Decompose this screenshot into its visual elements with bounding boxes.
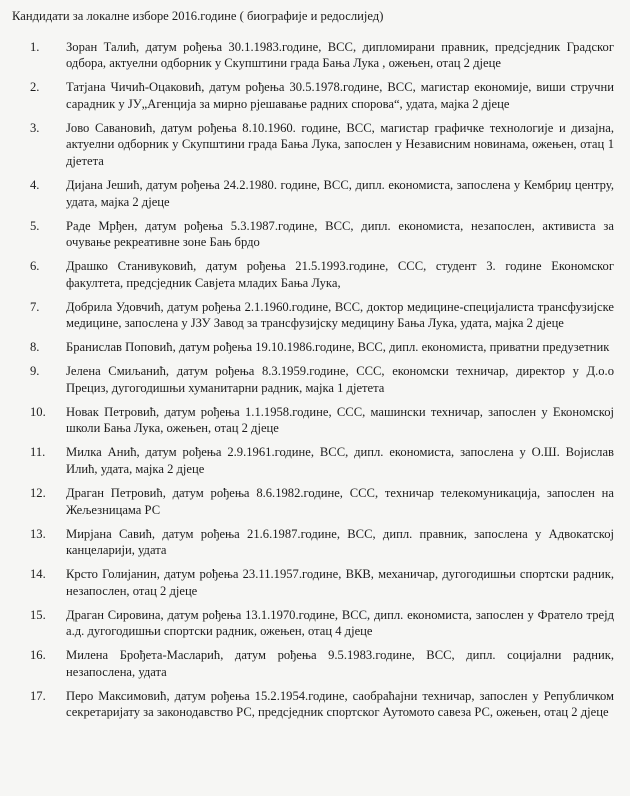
- candidate-number: 12.: [30, 485, 46, 500]
- candidate-bio: Драган Петровић, датум рођења 8.6.1982.године, ССС, техничар телекомуникација, запослен на Жељезницама РС: [66, 485, 614, 517]
- candidate-bio: Добрила Удовчић, датум рођења 2.1.1960.године, ВСС, доктор медицине-специјалиста трансфузијске медицине, запослена у ЈЗУ Завод за трансфузијску медицину Бања Лука, удата, мајка 2 дјеце: [66, 299, 614, 331]
- candidate-item: [12, 566, 614, 599]
- candidate-number: 7.: [30, 299, 40, 314]
- candidate-number: 15.: [30, 607, 46, 622]
- candidate-bio: Татјана Чичић-Оцаковић, датум рођења 30.5.1978.године, ВСС, магистар економије, виши стручни сарадник у ЈУ„Агенција за мирно рјешавање радних спорова“, удата, мајка 2 дјеце: [66, 80, 614, 111]
- candidate-item: [12, 120, 614, 170]
- candidate-number: 17.: [30, 688, 46, 703]
- candidate-bio: Дијана Јешић, датум рођења 24.2.1980. године, ВСС, дипл. економиста, запослена у Кембриџ центру, удата, мајка 2 дјеце: [66, 177, 614, 209]
- candidate-bio: Перо Максимовић, датум рођења 15.2.1954.године, саобраћајни техничар, запослен у Републичком секретаријату за законодавство РС, предсједник спортског Аутомото савеза РС, ожењен, отац 2 дјеце: [66, 688, 614, 720]
- candidate-bio: Милка Анић, датум рођења 2.9.1961.године, ВСС, дипл. економиста, запослена у О.Ш. Војислав Илић, удата, мајка 2 дјеце: [66, 445, 614, 476]
- candidate-list: [12, 39, 614, 721]
- candidate-bio: Новак Петровић, датум рођења 1.1.1958.године, ССС, машински техничар, запослен у Економској школи Бања Лука, ожењен, отац 2 дјеце: [66, 404, 614, 436]
- candidate-item: [12, 688, 614, 721]
- document-title: Кандидати за локалне изборе 2016.године ( биографије и редослијед): [12, 9, 384, 23]
- candidate-number: 4.: [30, 177, 40, 192]
- candidate-item: [12, 526, 614, 559]
- candidate-item: [12, 647, 614, 680]
- candidate-bio: Раде Мрђен, датум рођења 5.3.1987.године, ВСС, дипл. економиста, незапослен, активиста за очување рекреативне зоне Бањ брдо: [66, 218, 614, 250]
- candidate-bio: Јово Савановић, датум рођења 8.10.1960. године, ВСС, магистар графичке технологије и дизајна, актуелни одборник у Скупштини града Бања Лука, запослен у Независним новинама, ожењен, отац 1 дјетета: [66, 120, 614, 168]
- candidate-number: 13.: [30, 526, 46, 541]
- candidate-item: [12, 218, 614, 251]
- candidate-bio: Драган Сировина, датум рођења 13.1.1970.године, ВСС, дипл. економиста, запослен у Фратело трејд а.д. дугогодишњи спортски радник, ожењен, отац 4 дјеце: [66, 607, 614, 639]
- candidate-number: 8.: [30, 340, 40, 355]
- candidate-bio: Јелена Смиљанић, датум рођења 8.3.1959.године, ССС, економски техничар, директор у Д.о.о Прециз, дугогодишњи хуманитарни радник, мајка 1 дјетета: [66, 364, 614, 395]
- candidate-number: 10.: [30, 404, 46, 419]
- candidate-item: [12, 79, 614, 112]
- candidate-bio: Милена Брођета-Масларић, датум рођења 9.5.1983.године, ВСС, дипл. социјални радник, незапослена, удата: [66, 648, 614, 679]
- candidate-bio: Бранислав Поповић, датум рођења 19.10.1986.године, ВСС, дипл. економиста, приватни предузетник: [66, 340, 610, 355]
- candidate-number: 16.: [30, 648, 46, 663]
- candidate-bio: Драшко Станивуковић, датум рођења 21.5.1993.године, ССС, студент 3. године Економског факултета, предсједник Савјета младих Бања Лука,: [66, 259, 614, 290]
- candidate-item: [12, 607, 614, 640]
- candidate-number: 3.: [30, 120, 40, 135]
- candidate-item: [12, 404, 614, 437]
- candidate-number: 9.: [30, 364, 40, 379]
- candidate-number: 14.: [30, 567, 46, 582]
- candidate-number: 2.: [30, 80, 40, 95]
- candidate-number: 11.: [30, 445, 46, 460]
- candidate-item: [12, 299, 614, 332]
- candidate-item: [12, 258, 614, 291]
- candidate-item: [12, 339, 614, 356]
- candidate-number: 1.: [30, 39, 40, 54]
- candidate-number: 6.: [30, 259, 40, 274]
- candidate-item: [12, 177, 614, 210]
- candidate-item: [12, 444, 614, 477]
- candidate-item: [12, 363, 614, 396]
- candidate-number: 5.: [30, 218, 40, 233]
- candidate-item: [12, 39, 614, 72]
- candidate-bio: Крсто Голијанин, датум рођења 23.11.1957.године, ВКВ, механичар, дугогодишњи спортски радник, незапослен, отац 2 дјеце: [66, 567, 614, 598]
- candidate-bio: Зоран Талић, датум рођења 30.1.1983.године, ВСС, дипломирани правник, предсједник Градског одбора, актуелни одборник у Скупштини града Бања Лука , ожењен, отац 2 дјеце: [66, 39, 614, 71]
- candidate-item: [12, 485, 614, 518]
- candidate-bio: Мирјана Савић, датум рођења 21.6.1987.године, ВСС, дипл. правник, запослена у Адвокатској канцеларији, удата: [66, 526, 614, 558]
